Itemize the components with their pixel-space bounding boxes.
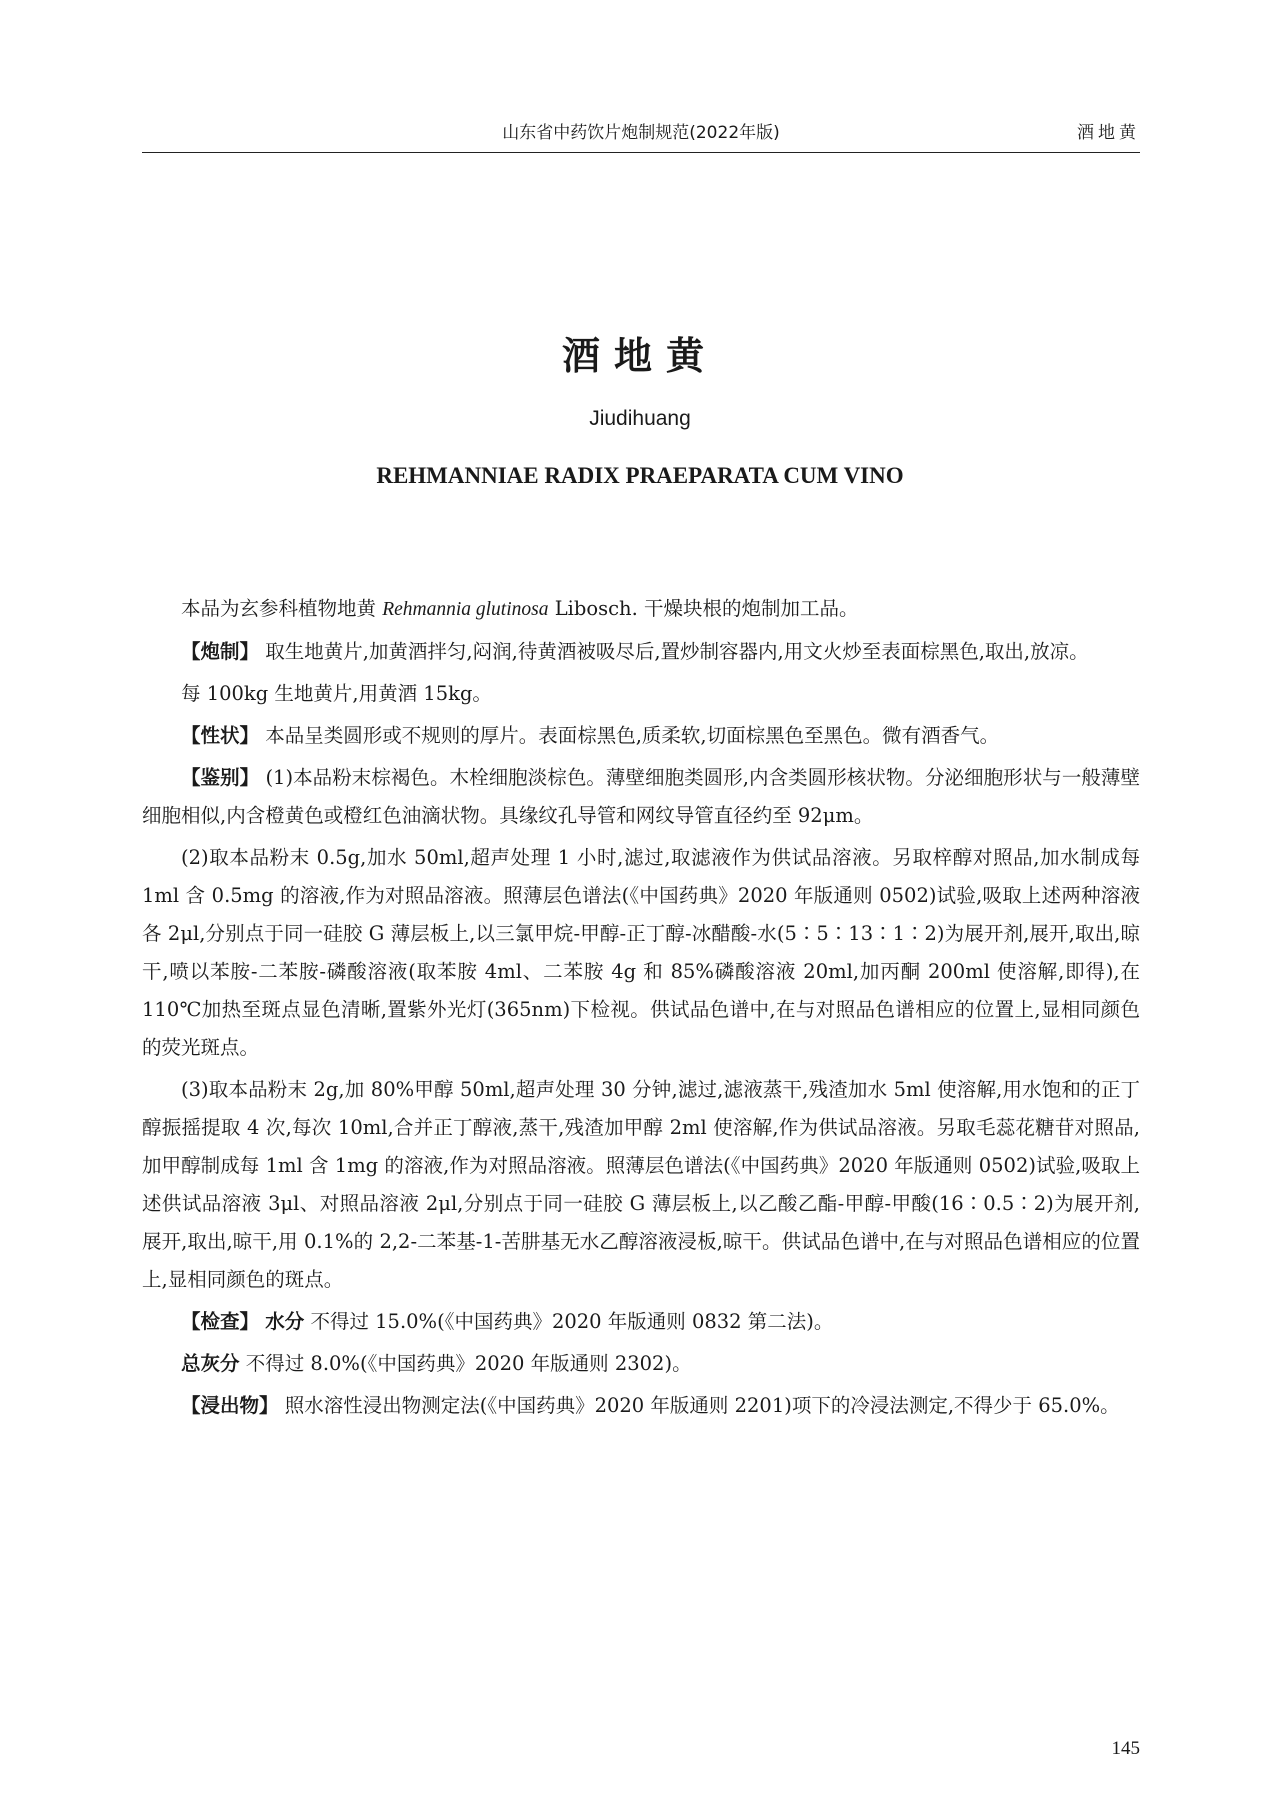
entry-latin-name: REHMANNIAE RADIX PRAEPARATA CUM VINO: [376, 463, 904, 488]
section-heading: 【鉴别】: [181, 766, 260, 789]
identification-item-1: 【鉴别】 (1)本品粉末棕褐色。木栓细胞淡棕色。薄壁细胞类圆形,内含类圆形核状物。分泌细胞形状与一般薄壁细胞相似,内含橙黄色或橙红色油滴状物。具缘纹孔导管和网纹导管直径约至 92μm。: [142, 766, 1140, 827]
sub-heading: 总灰分: [181, 1352, 240, 1375]
monograph-body: [142, 590, 1140, 1429]
sub-heading: 水分: [265, 1310, 305, 1333]
entry-pinyin: Jiudihuang: [589, 407, 691, 430]
identification-item-3: (3)取本品粉末 2g,加 80%甲醇 50ml,超声处理 30 分钟,滤过,滤液蒸干,残渣加水 5ml 使溶解,用水饱和的正丁醇振摇提取 4 次,每次 10ml,合并正丁醇液,蒸干,残渣加甲醇 2ml 使溶解,作为供试品溶液。另取毛蕊花糖苷对照品,加甲醇制成每 1ml 含 1mg 的溶液,作为对照品溶液。照薄层色谱法(《中国药典》2020 年版通则 0502)试验,吸取上述供试品溶液 3μl、对照品溶液 2μl,分别点于同一硅胶 G 薄层板上,以乙酸乙酯-甲醇-甲酸(16∶0.5∶2)为展开剂,展开,取出,晾干,用 0.1%的 2,2-二苯基-1-苦肼基无水乙醇溶液浸板,晾干。供试品色谱中,在与对照品色谱相应的位置上,显相同颜色的斑点。: [142, 1078, 1140, 1291]
section-heading: 【检查】: [181, 1310, 260, 1333]
section-heading: 【炮制】: [181, 640, 260, 663]
entry-title: 酒地黄: [561, 334, 718, 378]
species-name: Rehmannia glutinosa: [382, 599, 549, 620]
book-title: 山东省中药饮片炮制规范(2022年版): [502, 123, 780, 143]
inspection-water: 【检查】 水分 不得过 15.0%(《中国药典》2020 年版通则 0832 第二法)。: [181, 1310, 834, 1333]
inspection-ash: 总灰分 不得过 8.0%(《中国药典》2020 年版通则 2302)。: [181, 1352, 692, 1375]
identification-item-2: (2)取本品粉末 0.5g,加水 50ml,超声处理 1 小时,滤过,取滤液作为供试品溶液。另取梓醇对照品,加水制成每 1ml 含 0.5mg 的溶液,作为对照品溶液。照薄层色谱法(《中国药典》2020 年版通则 0502)试验,吸取上述两种溶液各 2μl,分别点于同一硅胶 G 薄层板上,以三氯甲烷-甲醇-正丁醇-冰醋酸-水(5∶5∶13∶1∶2)为展开剂,展开,取出,晾干,喷以苯胺-二苯胺-磷酸溶液(取苯胺 4ml、二苯胺 4g 和 85%磷酸溶液 20ml,加丙酮 200ml 使溶解,即得),在 110℃加热至斑点显色清晰,置紫外光灯(365nm)下检视。供试品色谱中,在与对照品色谱相应的位置上,显相同颜色的荧光斑点。: [142, 846, 1140, 1059]
section-heading: 【浸出物】: [181, 1394, 279, 1417]
intro-paragraph: 本品为玄参科植物地黄 Rehmannia glutinosa Libosch. 干燥块根的炮制加工品。: [181, 597, 859, 620]
extract-paragraph: 【浸出物】 照水溶性浸出物测定法(《中国药典》2020 年版通则 2201)项下的冷浸法测定,不得少于 65.0%。: [181, 1394, 1120, 1417]
running-header: [142, 112, 1140, 153]
processing-ratio: 每 100kg 生地黄片,用黄酒 15kg。: [181, 682, 492, 705]
section-heading: 【性状】: [181, 724, 260, 747]
processing-paragraph: 【炮制】 取生地黄片,加黄酒拌匀,闷润,待黄酒被吸尽后,置炒制容器内,用文火炒至表面棕黑色,取出,放凉。: [181, 640, 1089, 663]
page-number: 145: [1111, 1738, 1140, 1759]
description-paragraph: 【性状】 本品呈类圆形或不规则的厚片。表面棕黑色,质柔软,切面棕黑色至黑色。微有酒香气。: [181, 724, 1000, 747]
header-entry-name: 酒地黄: [1077, 123, 1140, 143]
